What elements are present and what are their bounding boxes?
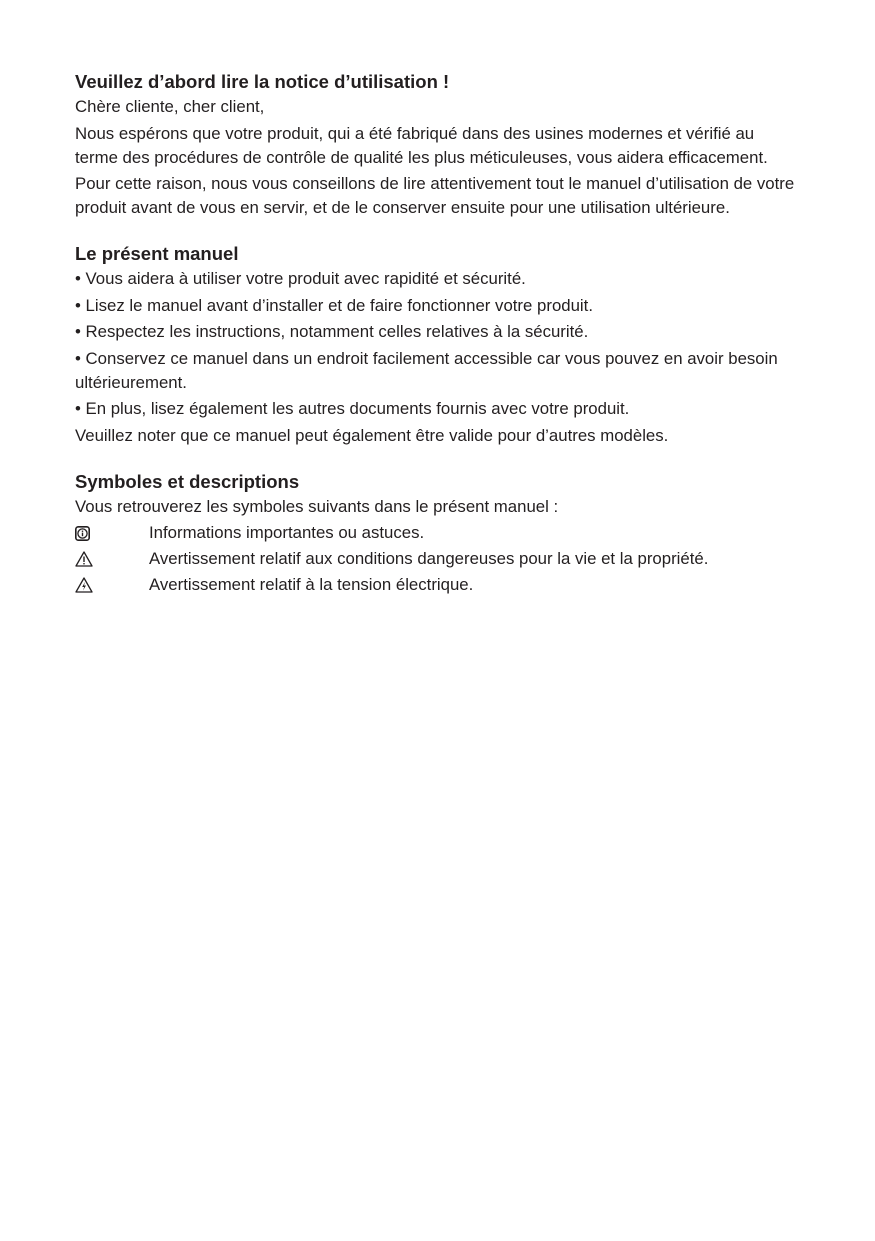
symbol-row-info	[75, 521, 795, 545]
manual-page	[75, 70, 795, 599]
manual-title: Le présent manuel	[75, 243, 239, 264]
manual-section	[75, 242, 795, 448]
symbol-row-warning	[75, 547, 795, 571]
intro-section	[75, 70, 795, 220]
intro-paragraph-1: Nous espérons que votre produit, qui a été fabriqué dans des usines modernes et vérifié au terme des procédures de contrôle de qualité les plus méticuleuses, vous aidera efficacement.	[75, 123, 768, 167]
info-icon	[75, 521, 149, 545]
manual-bullet: • Lisez le manuel avant d’installer et de faire fonctionner votre produit.	[75, 295, 593, 315]
intro-paragraph-2: Pour cette raison, nous vous conseillons de lire attentivement tout le manuel d’utilisation de votre produit avant de vous en servir, et de le conserver ensuite pour une utilisation ultérieure.	[75, 174, 795, 217]
symbol-text-info: Informations importantes ou astuces.	[149, 523, 425, 542]
intro-title: Veuillez d’abord lire la notice d’utilisation !	[75, 71, 450, 92]
symbols-section	[75, 470, 795, 598]
symbols-intro: Vous retrouverez les symboles suivants dans le présent manuel :	[75, 496, 559, 516]
symbols-title: Symboles et descriptions	[75, 470, 300, 492]
symbol-text-electric: Avertissement relatif à la tension électrique.	[149, 575, 474, 594]
manual-note: Veuillez noter que ce manuel peut également être valide pour d’autres modèles.	[75, 425, 669, 445]
symbol-row-electric	[75, 573, 795, 597]
warning-icon	[75, 547, 149, 571]
greeting: Chère cliente, cher client,	[75, 97, 265, 116]
manual-bullet: • En plus, lisez également les autres documents fournis avec votre produit.	[75, 399, 630, 418]
manual-bullet: • Respectez les instructions, notamment celles relatives à la sécurité.	[75, 322, 589, 341]
symbol-text-warning: Avertissement relatif aux conditions dangereuses pour la vie et la propriété.	[149, 549, 709, 568]
electric-warning-icon	[75, 573, 149, 597]
manual-bullet: • Conservez ce manuel dans un endroit facilement accessible car vous pouvez en avoir besoin ultérieurement.	[75, 348, 778, 392]
manual-bullet: • Vous aidera à utiliser votre produit avec rapidité et sécurité.	[75, 269, 526, 288]
